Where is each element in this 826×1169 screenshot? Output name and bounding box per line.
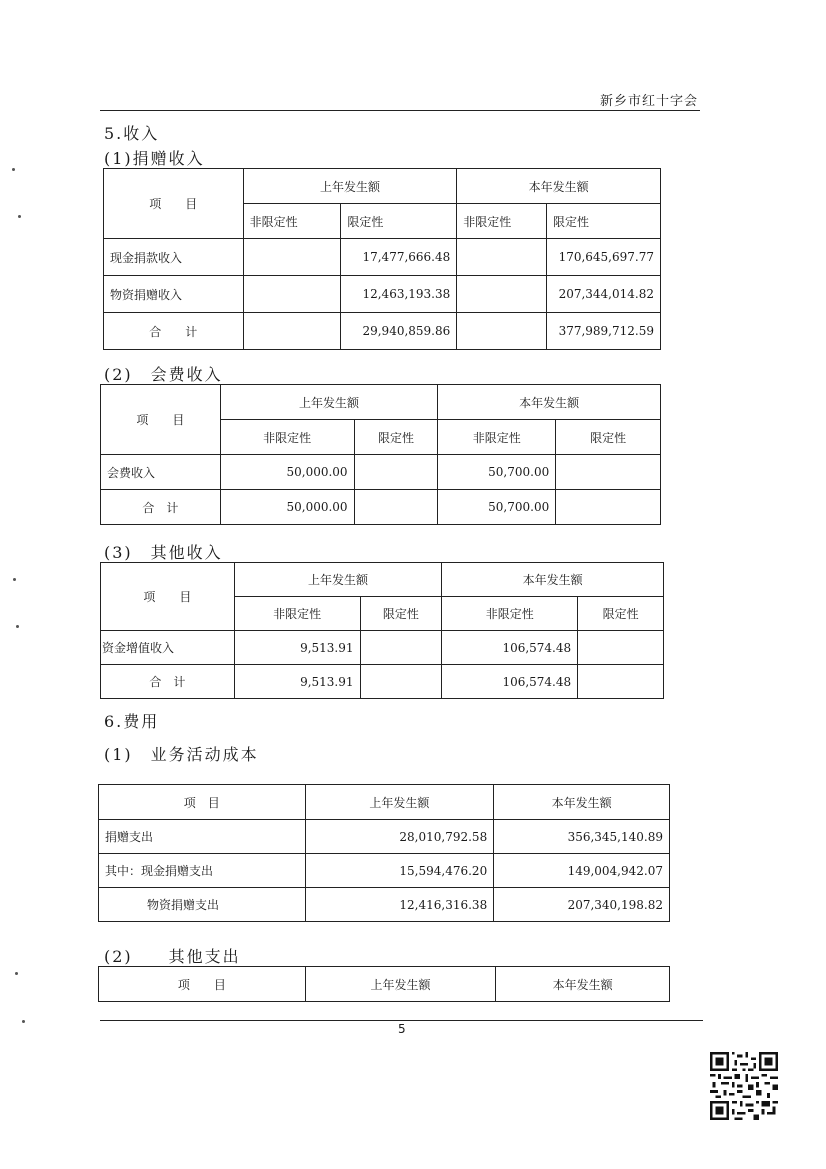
cell-curr: 207,340,198.82	[494, 888, 670, 922]
membership-income-title: (2) 会费收入	[104, 365, 223, 384]
table-header-row	[99, 785, 670, 820]
table-row	[99, 888, 670, 922]
header-item: 项 目	[101, 563, 235, 631]
scan-speck	[15, 972, 18, 975]
other-income-table	[100, 562, 664, 699]
header-curr-year: 本年发生额	[438, 385, 661, 420]
cell-empty	[457, 313, 547, 350]
table-total-row	[104, 313, 661, 350]
cell-curr: 149,004,942.07	[494, 854, 670, 888]
cell-prev-restricted: 17,477,666.48	[341, 239, 457, 276]
row-label: 合 计	[101, 490, 221, 525]
cell-prev-unrestricted: 9,513.91	[234, 665, 360, 699]
row-label: 捐赠支出	[99, 820, 306, 854]
cell-curr: 356,345,140.89	[494, 820, 670, 854]
header-prev-year: 上年发生额	[220, 385, 438, 420]
cell-prev-restricted: 29,940,859.86	[341, 313, 457, 350]
scan-speck	[16, 625, 19, 628]
cell-empty	[457, 239, 547, 276]
cell-prev-restricted: 12,463,193.38	[341, 276, 457, 313]
row-label: 物资捐赠收入	[104, 276, 244, 313]
business-cost-table	[98, 784, 670, 922]
row-label: 物资捐赠支出	[99, 888, 306, 922]
row-label: 现金捐款收入	[104, 239, 244, 276]
header-prev-unrestricted: 非限定性	[243, 204, 341, 239]
table-row	[101, 631, 664, 665]
scan-speck	[12, 168, 15, 171]
table-row	[104, 276, 661, 313]
cell-curr-unrestricted: 106,574.48	[442, 665, 578, 699]
header-curr-year: 本年发生额	[442, 563, 664, 597]
table-row	[104, 239, 661, 276]
header-prev-year: 上年发生额	[234, 563, 442, 597]
table-row	[99, 820, 670, 854]
table-total-row	[101, 490, 661, 525]
row-label: 其中：现金捐赠支出	[99, 854, 306, 888]
cell-prev: 12,416,316.38	[305, 888, 494, 922]
table-row	[99, 854, 670, 888]
cell-prev-unrestricted: 50,000.00	[220, 455, 354, 490]
table-header-row	[101, 385, 661, 420]
cell-empty	[457, 276, 547, 313]
cell-empty	[354, 490, 438, 525]
table-header-row	[99, 967, 670, 1002]
header-prev-year: 上年发生额	[305, 785, 494, 820]
header-curr-year: 本年发生额	[457, 169, 661, 204]
cell-prev-unrestricted: 50,000.00	[220, 490, 354, 525]
row-label: 资金增值收入	[101, 631, 235, 665]
cell-empty	[243, 313, 341, 350]
header-item: 项 目	[104, 169, 244, 239]
cell-prev: 15,594,476.20	[305, 854, 494, 888]
cell-prev: 28,010,792.58	[305, 820, 494, 854]
header-curr-restricted: 限定性	[547, 204, 661, 239]
header-rule	[100, 110, 700, 111]
header-curr-restricted: 限定性	[556, 420, 661, 455]
header-item: 项 目	[99, 967, 306, 1002]
table-row	[101, 455, 661, 490]
header-prev-year: 上年发生额	[305, 967, 496, 1002]
header-curr-unrestricted: 非限定性	[457, 204, 547, 239]
cell-curr-restricted: 377,989,712.59	[547, 313, 661, 350]
cell-empty	[578, 631, 664, 665]
cell-empty	[243, 276, 341, 313]
cell-prev-unrestricted: 9,513.91	[234, 631, 360, 665]
cell-curr-unrestricted: 50,700.00	[438, 490, 556, 525]
header-item: 项 目	[99, 785, 306, 820]
table-header-row	[104, 169, 661, 204]
other-income-title: (3) 其他收入	[104, 543, 223, 562]
header-prev-restricted: 限定性	[354, 420, 438, 455]
page-number: 5	[398, 1022, 406, 1036]
cell-curr-unrestricted: 106,574.48	[442, 631, 578, 665]
header-prev-restricted: 限定性	[341, 204, 457, 239]
table-header-row	[101, 563, 664, 597]
cell-curr-restricted: 207,344,014.82	[547, 276, 661, 313]
donation-income-title: (1)捐赠收入	[104, 149, 205, 168]
header-curr-unrestricted: 非限定性	[442, 597, 578, 631]
cell-curr-restricted: 170,645,697.77	[547, 239, 661, 276]
header-curr-year: 本年发生额	[496, 967, 670, 1002]
donation-income-table	[103, 168, 661, 350]
header-prev-unrestricted: 非限定性	[220, 420, 354, 455]
header-curr-restricted: 限定性	[578, 597, 664, 631]
section-6-title: 6.费用	[104, 712, 160, 731]
section-5-title: 5.收入	[104, 124, 160, 143]
header-prev-restricted: 限定性	[360, 597, 442, 631]
table-total-row	[101, 665, 664, 699]
scan-speck	[18, 215, 21, 218]
header-item: 项 目	[101, 385, 221, 455]
row-label: 合 计	[104, 313, 244, 350]
header-curr-year: 本年发生额	[494, 785, 670, 820]
cell-empty	[360, 665, 442, 699]
cell-empty	[556, 455, 661, 490]
header-prev-year: 上年发生额	[243, 169, 457, 204]
cell-empty	[360, 631, 442, 665]
cell-empty	[354, 455, 438, 490]
header-curr-unrestricted: 非限定性	[438, 420, 556, 455]
row-label: 合 计	[101, 665, 235, 699]
scan-speck	[13, 578, 16, 581]
membership-income-table	[100, 384, 661, 525]
cell-curr-unrestricted: 50,700.00	[438, 455, 556, 490]
cell-empty	[556, 490, 661, 525]
header-prev-unrestricted: 非限定性	[234, 597, 360, 631]
business-cost-title: (1) 业务活动成本	[104, 745, 259, 764]
other-expense-table	[98, 966, 670, 1002]
row-label: 会费收入	[101, 455, 221, 490]
qr-code-icon	[710, 1052, 778, 1120]
scan-speck	[22, 1020, 25, 1023]
cell-empty	[578, 665, 664, 699]
other-expense-title: (2) 其他支出	[104, 947, 241, 966]
cell-empty	[243, 239, 341, 276]
organization-name: 新乡市红十字会	[600, 94, 699, 109]
footer-rule	[100, 1020, 703, 1021]
